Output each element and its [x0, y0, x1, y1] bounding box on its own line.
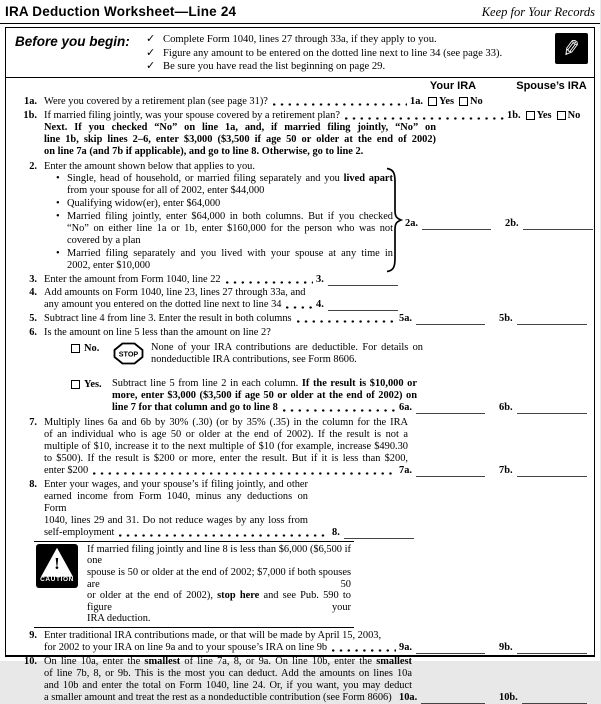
line-4-last: any amount you entered on the dotted line next to line 34 [44, 298, 282, 310]
entry-line-2b[interactable] [523, 228, 593, 230]
line-number-5: 5. [29, 312, 37, 324]
bullet-icon: • [56, 247, 60, 259]
line-number-2: 2. [29, 160, 37, 172]
line-6-question: Is the amount on line 5 less than the amount on line 2? [44, 326, 271, 338]
entry-label-6a: 6a. [399, 401, 412, 413]
next-line: Next. If you checked “No” on line 1a, and, if married filing jointly, “No” on [44, 121, 436, 133]
entry-7b [499, 465, 587, 477]
next-line: on line 7a (and 7b if applicable), and go to line 8. Otherwise, go to line 2. [44, 145, 364, 157]
line-7-line: Multiply lines 6a and 6b by 30% (.30) (or by 35% (.35) in the column for the IRA [44, 416, 408, 428]
dot-leader [297, 319, 396, 324]
caution-line: or older at the end of 2002), stop here and see Pub. 590 to figure your [87, 590, 351, 613]
entry-5a [399, 313, 485, 325]
checkbox-6-yes[interactable] [71, 380, 80, 389]
line-9-last: for 2002 to your IRA on line 9a and to your spouse’s IRA on line 9b [44, 641, 328, 653]
line-4-body: Add amounts on Form 1040, line 23, lines 27 through 33a, and [44, 286, 306, 298]
line-7-line: multiple of $10, increase it to the next multiple of $10 (for example, increase $490.30 [44, 440, 408, 452]
option-no-label: No. [84, 342, 100, 354]
option-no-line: None of your IRA contributions are deductible. For details on [151, 341, 423, 353]
entry-label-4: 4. [316, 298, 324, 310]
entry-label-2a: 2a. [405, 217, 418, 229]
option-yes-line: Subtract line 5 from line 2 in each column. If the result is $10,000 or [112, 377, 417, 389]
before-you-begin-label: Before you begin: [15, 34, 130, 49]
entry-label-1a: 1a. [410, 95, 423, 107]
entry-1a [410, 96, 486, 108]
entry-4 [316, 299, 398, 311]
entry-line-9b[interactable] [517, 652, 587, 654]
line-number-1a: 1a. [24, 95, 37, 107]
line-8-line: Enter your wages, and your spouse’s if filing jointly, and other [44, 478, 308, 490]
entry-1b [507, 110, 587, 122]
checkmark-icon: ✓ [146, 60, 156, 73]
line-7-line: of an individual who is age 50 or older at the end of 2002). If the result is not a [44, 428, 408, 440]
entry-label-10a: 10a. [399, 691, 418, 703]
option-yes-text [112, 378, 417, 402]
caution-icon [36, 544, 78, 588]
before-you-begin-section [6, 28, 594, 78]
dot-leader [273, 102, 407, 107]
line-10-body [44, 656, 412, 692]
dot-leader [345, 116, 504, 121]
entry-9b [499, 642, 587, 654]
line-2-intro: Enter the amount shown below that applies to you. [44, 160, 255, 172]
entry-label-9a: 9a. [399, 641, 412, 653]
row-3 [6, 274, 594, 286]
dot-leader [283, 408, 396, 413]
line-8-body [44, 479, 308, 527]
line-number-1b: 1b. [23, 109, 37, 121]
entry-label-9b: 9b. [499, 641, 513, 653]
entry-label-7b: 7b. [499, 464, 513, 476]
column-header-spouse-ira: Spouse’s IRA [516, 79, 587, 92]
line-8-last: self-employment [44, 526, 115, 538]
checklist-item [146, 47, 555, 61]
entry-line-6b[interactable] [517, 412, 587, 414]
entry-label-2b: 2b. [505, 217, 519, 229]
entry-line-5a[interactable] [416, 323, 485, 325]
worksheet-rows [6, 94, 594, 704]
option-yes-label: Yes. [84, 378, 102, 390]
keep-for-records-note: Keep for Your Records [481, 5, 595, 19]
bullet-line: 2002, enter $10,000 [67, 259, 151, 271]
entry-line-2a[interactable] [422, 228, 491, 230]
bullet-line: Qualifying widow(er), enter $64,000 [67, 197, 221, 209]
entry-6b [499, 402, 587, 414]
stop-icon-text: STOP [118, 349, 139, 359]
entry-label-8: 8. [332, 526, 340, 538]
bullet-item-widower [54, 198, 590, 210]
checklist-item [146, 33, 555, 47]
caution-block [6, 544, 594, 625]
bullet-item-married-separately [54, 248, 590, 272]
checklist-item-text: Be sure you have read the list beginning on page 29. [163, 61, 386, 73]
row-10 [6, 656, 594, 704]
caution-line: If married filing jointly and line 8 is less than $6,000 ($6,500 if one [87, 543, 351, 567]
row-5 [6, 313, 594, 325]
bullet-line: Married filing jointly, enter $64,000 in both columns. But if you checked [67, 210, 393, 222]
line-10-last: a smaller amount and treat the rest as a nondeductible contribution (see Form 8606) [44, 691, 392, 703]
line-5-text: Subtract line 4 from line 3. Enter the result in both columns [44, 312, 292, 324]
stop-icon [113, 342, 144, 369]
entry-line-9a[interactable] [416, 652, 485, 654]
line-10-line: of line 7b, 8, or 9b. This is the most you can deduct. Add the amounts on lines 10a [44, 667, 412, 679]
option-no-line: nondeductible IRA contributions, see Form 8606. [151, 353, 357, 365]
entry-label-10b: 10b. [499, 691, 518, 703]
row-1b [6, 110, 594, 158]
row-4 [6, 287, 594, 311]
line-3-text: Enter the amount from Form 1040, line 22 [44, 273, 221, 285]
dot-leader [332, 648, 396, 653]
bullet-icon: • [56, 197, 60, 209]
next-instruction [44, 122, 436, 158]
bullet-line: Single, head of household, or married filing separately and you lived apart [67, 172, 393, 184]
checkbox-1a-no[interactable] [459, 97, 468, 106]
entry-3 [316, 274, 398, 286]
option-no [71, 342, 590, 369]
column-headers [6, 80, 594, 94]
checkbox-label-yes: Yes [536, 109, 552, 121]
checkbox-1b-no[interactable] [557, 111, 566, 120]
caution-icon-label: CAUTION [40, 575, 74, 583]
entry-label-6b: 6b. [499, 401, 513, 413]
line-7-line: to $500). If the result is $200 or more, enter the result. But if it is less than $200, [44, 452, 408, 464]
line-number-6: 6. [29, 326, 37, 338]
entry-7a [399, 465, 485, 477]
checkmark-icon: ✓ [146, 46, 156, 59]
entry-label-1b: 1b. [507, 109, 521, 121]
page-title: IRA Deduction Worksheet—Line 24 [5, 4, 237, 19]
pencil-icon: ✎ [555, 33, 588, 64]
entry-label-7a: 7a. [399, 464, 412, 476]
curly-brace [385, 167, 402, 277]
line-1b-text: If married filing jointly, was your spouse covered by a retirement plan? [44, 109, 340, 121]
line-number-7: 7. [29, 416, 37, 428]
dot-leader [226, 280, 313, 285]
entry-label-3: 3. [316, 273, 324, 285]
checklist-item [146, 60, 555, 74]
entry-10b [499, 692, 587, 704]
checklist-item-text: Complete Form 1040, lines 27 through 33a, if they apply to you. [163, 34, 437, 45]
caution-text [87, 544, 351, 625]
row-9 [6, 630, 594, 654]
checkbox-6-no[interactable] [71, 344, 80, 353]
entry-2b [505, 218, 593, 230]
entry-line-8[interactable] [344, 537, 414, 539]
column-header-your-ira: Your IRA [429, 79, 477, 92]
worksheet-box [5, 27, 595, 703]
caution-line: IRA deduction. [87, 613, 151, 625]
entry-line-4[interactable] [328, 309, 398, 311]
line-9-body: Enter traditional IRA contributions made, or that will be made by April 15, 2003, [44, 629, 382, 641]
bullet-line: covered by a plan [67, 234, 141, 246]
checkbox-label-no: No [470, 95, 483, 107]
row-2 [6, 161, 594, 272]
line-1a-text: Were you covered by a retirement plan (see page 31)? [44, 95, 268, 107]
bullet-line: “No” on either line 1a or 1b, enter $160,000 for the person who was not [67, 222, 393, 234]
entry-line-6a[interactable] [416, 412, 485, 414]
option-yes-line: more, enter $3,000 ($3,500 if age 50 or older at the end of 2002) on [112, 389, 417, 401]
line-8-line: 1040, lines 29 and 31. Do not reduce wages by any loss from [44, 514, 308, 526]
bullet-item-single [54, 173, 590, 197]
title-bar [0, 0, 600, 24]
line-10-line: On line 10a, enter the smallest of line 7a, 8, or 9a. On line 10b, enter the smallest [44, 655, 412, 667]
dot-leader [286, 305, 313, 310]
option-yes [71, 378, 590, 414]
entry-line-7a[interactable] [416, 475, 485, 477]
line-number-4: 4. [29, 286, 37, 298]
checkbox-label-yes: Yes [439, 95, 455, 107]
option-yes-last: line 7 for that column and go to line 8 [112, 401, 278, 413]
entry-line-7b[interactable] [517, 475, 587, 477]
entry-2a [405, 218, 491, 230]
entry-6a [399, 402, 485, 414]
checklist-item-text: Figure any amount to be entered on the dotted line next to line 34 (see page 33). [163, 47, 503, 59]
exclamation-icon: ! [54, 553, 60, 573]
row-6 [6, 327, 594, 414]
entry-line-5b[interactable] [517, 323, 587, 325]
entry-5b [499, 313, 587, 325]
line-7-last: enter $200 [44, 464, 89, 476]
entry-10a [399, 692, 485, 704]
entry-line-3[interactable] [328, 284, 398, 286]
row-1a [6, 96, 594, 108]
line-number-3: 3. [29, 273, 37, 285]
row-8 [6, 479, 594, 539]
entry-8 [332, 527, 414, 539]
dot-leader [93, 471, 396, 476]
line-8-line: earned income from Form 1040, minus any deductions on Form [44, 490, 308, 514]
checkbox-1b-yes[interactable] [526, 111, 535, 120]
line-number-9: 9. [29, 629, 37, 641]
bullet-icon: • [56, 172, 60, 184]
line-number-8: 8. [29, 478, 37, 490]
line-7-body [44, 417, 408, 465]
checkbox-label-no: No [567, 109, 581, 121]
separator-line [34, 541, 354, 542]
entry-label-5b: 5b. [499, 312, 513, 324]
before-you-begin-list [146, 32, 555, 74]
dot-leader [119, 533, 329, 538]
entry-9a [399, 642, 485, 654]
entry-label-5a: 5a. [399, 312, 412, 324]
row-7 [6, 417, 594, 477]
bullet-line: Married filing separately and you lived with your spouse at any time in [67, 247, 393, 259]
checkbox-1a-yes[interactable] [428, 97, 437, 106]
separator-line [34, 627, 354, 628]
checkmark-icon: ✓ [146, 33, 156, 45]
line-10-line: and 10b and enter the total on Form 1040, line 24. Or, if you want, you may deduct [44, 679, 412, 691]
next-line: line 1b, skip lines 2–6, enter $3,000 ($3,500 if age 50 or older at the end of 2002) [44, 133, 436, 145]
caution-line: spouse is 50 or older at the end of 2002; $7,000 if both spouses are 50 [87, 566, 351, 590]
bullet-icon: • [56, 210, 60, 222]
option-no-text [151, 342, 423, 366]
line-number-10: 10. [24, 655, 37, 667]
bullet-line: from your spouse for all of 2002, enter $44,000 [67, 184, 265, 196]
